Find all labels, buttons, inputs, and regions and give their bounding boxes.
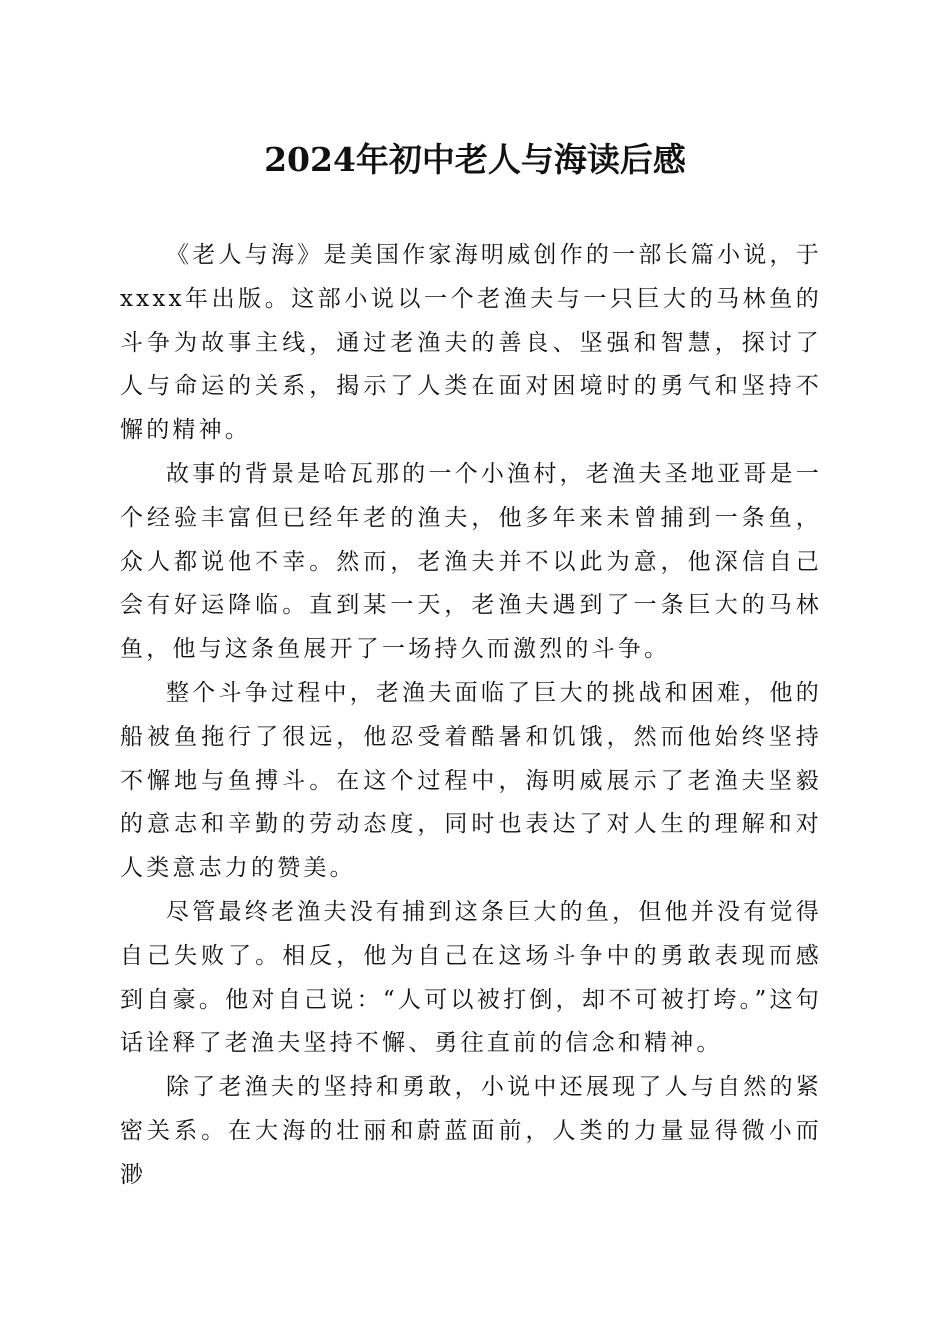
paragraph: 除了老渔夫的坚持和勇敢，小说中还展现了人与自然的紧密关系。在大海的壮丽和蔚蓝面前，人类的力量显得微小而渺 — [120, 1074, 822, 1188]
document-title: 2024年初中老人与海读后感 — [264, 140, 686, 179]
paragraph: 故事的背景是哈瓦那的一个小渔村，老渔夫圣地亚哥是一个经验丰富但已经年老的渔夫，他多年来未曾捕到一条鱼，众人都说他不幸。然而，老渔夫并不以此为意，他深信自己会有好运降临。直到某一天，老渔夫遇到了一条巨大的马林鱼，他与这条鱼展开了一场持久而激烈的斗争。 — [120, 460, 822, 663]
paragraph: 《老人与海》是美国作家海明威创作的一部长篇小说，于xxxx年出版。这部小说以一个老渔夫与一只巨大的马林鱼的斗争为故事主线，通过老渔夫的善良、坚强和智慧，探讨了人与命运的关系，揭示了人类在面对困境时的勇气和坚持不懈的精神。 — [120, 242, 822, 444]
document-body — [120, 234, 822, 1198]
paragraph: 尽管最终老渔夫没有捕到这条巨大的鱼，但他并没有觉得自己失败了。相反，他为自己在这场斗争中的勇敢表现而感到自豪。他对自己说：“人可以被打倒，却不可被打垮。”这句话诠释了老渔夫坚持不懈、勇往直前的信念和精神。 — [120, 898, 822, 1057]
paragraph: 整个斗争过程中，老渔夫面临了巨大的挑战和困难，他的船被鱼拖行了很远，他忍受着酷暑和饥饿，然而他始终坚持不懈地与鱼搏斗。在这个过程中，海明威展示了老渔夫坚毅的意志和辛勤的劳动态度，同时也表达了对人生的理解和对人类意志力的赞美。 — [120, 679, 822, 882]
